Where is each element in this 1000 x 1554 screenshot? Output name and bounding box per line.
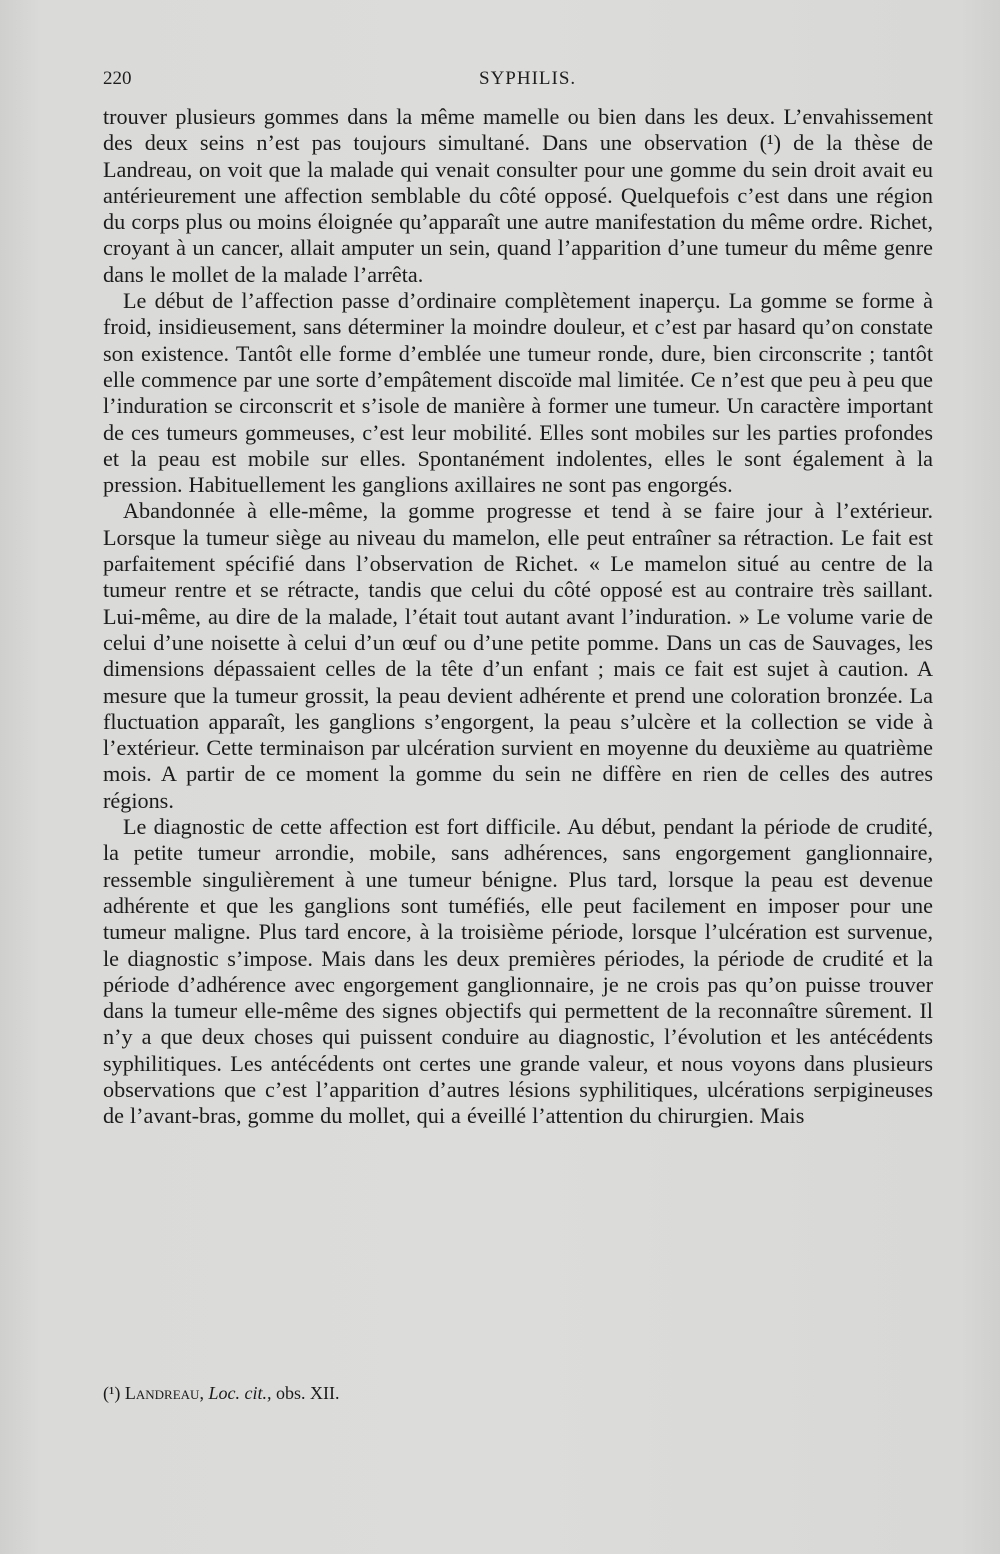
paragraph-2: Le début de l’affection passe d’ordinaire complètement inaperçu. La gomme se forme à froid, insidieusement, sans déterminer la moindre douleur, et c’est par hasard qu’on constate son existence. Tantôt elle forme d’emblée une tumeur ronde, dure, bien circonscrite ; tantôt elle commence par une sorte d’empâtement discoïde mal limitée. Ce n’est que peu à peu que l’induration se circonscrit et s’isole de manière à former une tumeur. Un caractère important de ces tumeurs gommeuses, c’est leur mobilité. Elles sont mobiles sur les parties profondes et la peau est mobile sur elles. Spontanément indolentes, elles le sont également à la pression. Habituellement les ganglions axillaires ne sont pas engorgés. — [103, 288, 933, 498]
paragraph-1: trouver plusieurs gommes dans la même mamelle ou bien dans les deux. L’envahissement des deux seins n’est pas toujours simultané. Dans une observation (¹) de la thèse de Landreau, on voit que la malade qui venait consulter pour une gomme du sein droit avait eu antérieurement une affection semblable du côté opposé. Quelquefois c’est dans une région du corps plus ou moins éloignée qu’apparaît une autre manifestation du même ordre. Richet, croyant à un cancer, allait amputer un sein, quand l’apparition d’une tumeur du même genre dans le mollet de la malade l’arrêta. — [103, 104, 933, 287]
footnote-marker: (¹) — [103, 1383, 121, 1403]
page-number: 220 — [103, 68, 132, 89]
running-title: SYPHILIS. — [479, 68, 577, 89]
body-text — [103, 104, 933, 1130]
footnote-author: Landreau, — [124, 1383, 204, 1403]
footnote — [103, 1383, 933, 1404]
footnote-ref: obs. XII. — [275, 1383, 340, 1403]
page-header — [103, 68, 933, 94]
paragraph-3: Abandonnée à elle-même, la gomme progresse et tend à se faire jour à l’extérieur. Lorsque la tumeur siège au niveau du mamelon, elle peut entraîner sa rétraction. Le fait est parfaitement spécifié dans l’observation de Richet. « Le mamelon situé au centre de la tumeur rentre et se rétracte, tandis que celui du côté opposé est au contraire très saillant. Lui-même, au dire de la malade, l’était tout autant avant l’induration. » Le volume varie de celui d’une noisette à celui d’un œuf ou d’une petite pomme. Dans un cas de Sauvages, les dimensions dépassaient celles de la tête d’un enfant ; mais ce fait est sujet à caution. A mesure que la tumeur grossit, la peau devient adhérente et prend une coloration bronzée. La fluctuation apparaît, les ganglions s’engorgent, la peau s’ulcère et la collection se vide à l’extérieur. Cette terminaison par ulcération survient en moyenne du deuxième au quatrième mois. A partir de ce moment la gomme du sein ne diffère en rien de celles des autres régions. — [103, 498, 933, 813]
footnote-loc: Loc. cit., — [208, 1383, 272, 1403]
paragraph-4: Le diagnostic de cette affection est fort difficile. Au début, pendant la période de crudité, la petite tumeur arrondie, mobile, sans adhérences, sans engorgement ganglionnaire, ressemble singulièrement à une tumeur bénigne. Plus tard, lorsque la peau est devenue adhérente et que les ganglions sont tuméfiés, elle peut facilement en imposer pour une tumeur maligne. Plus tard encore, à la troisième période, lorsque l’ulcération est survenue, le diagnostic s’impose. Mais dans les deux premières périodes, la période de crudité et la période d’adhérence avec engorgement ganglionnaire, je ne crois pas qu’on puisse trouver dans la tumeur elle-même des signes objectifs qui permettent de la reconnaître sûrement. Il n’y a que deux choses qui puissent conduire au diagnostic, l’évolution et les antécédents syphilitiques. Les antécédents ont certes une grande valeur, et nous voyons dans plusieurs observations que c’est l’apparition d’autres lésions syphilitiques, ulcérations serpigineuses de l’avant-bras, gomme du mollet, qui a éveillé l’attention du chirurgien. Mais — [103, 814, 933, 1129]
